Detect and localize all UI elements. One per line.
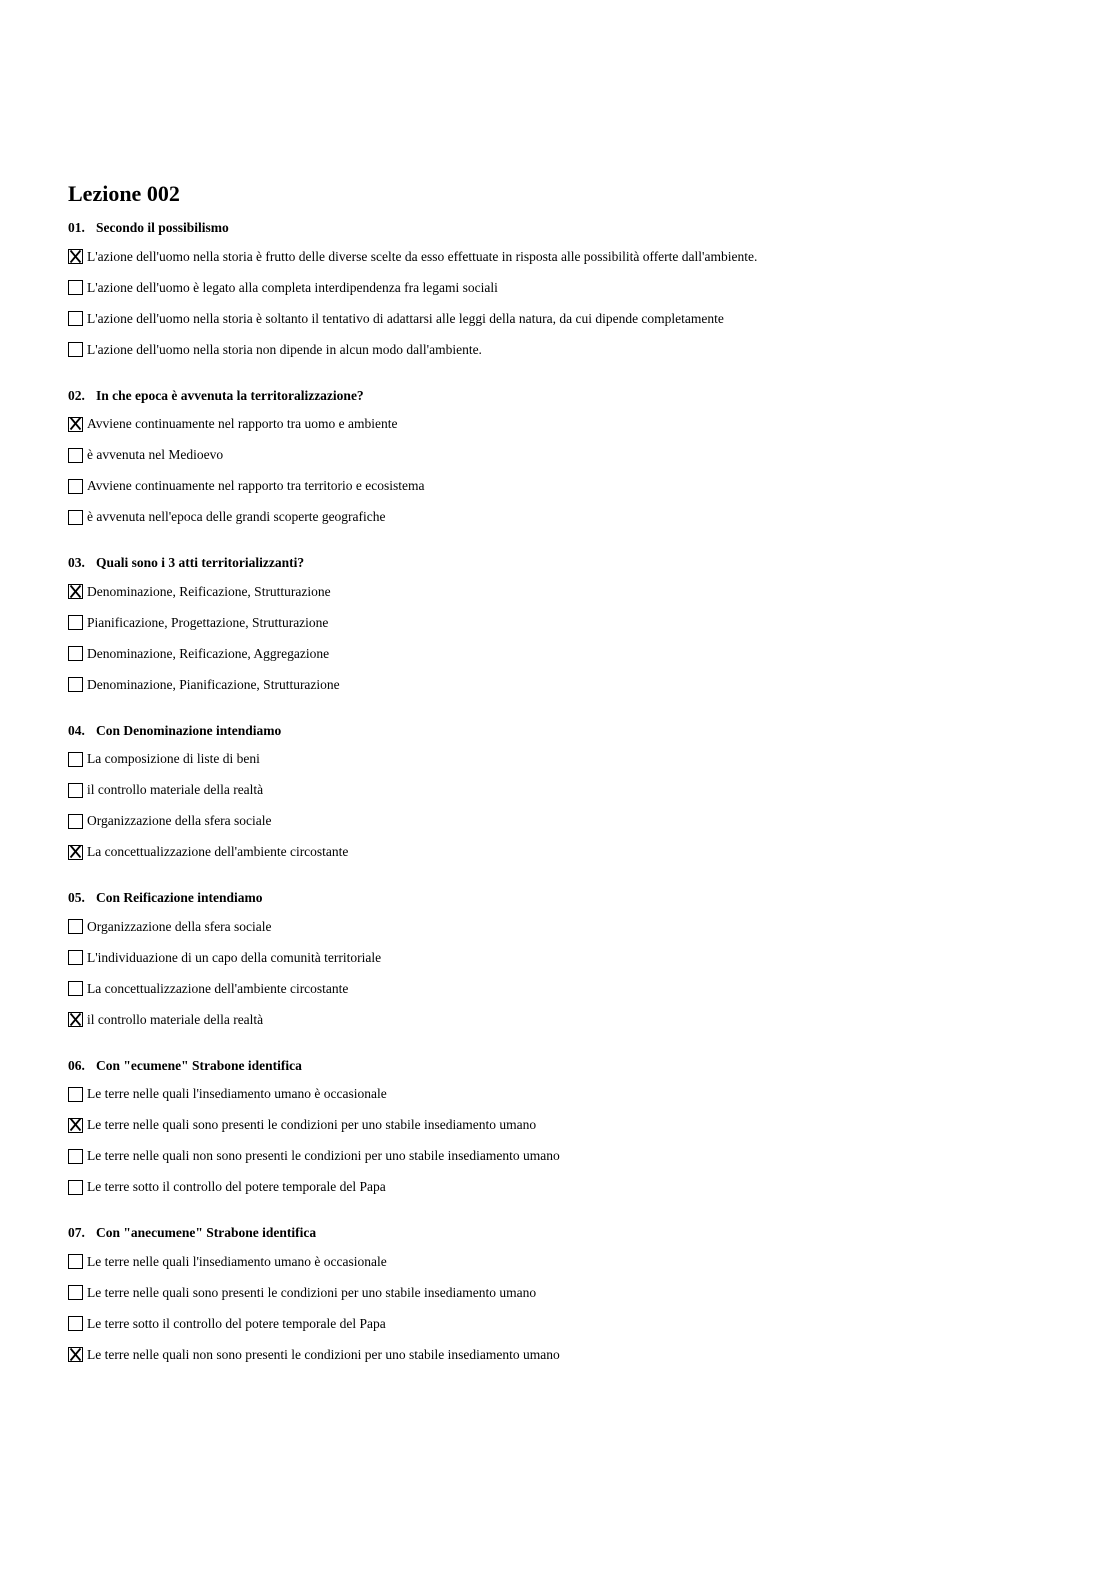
answer-text: L'azione dell'uomo nella storia è frutto delle diverse scelte da esso effettuate in risposta alle possibilità offerte dall'ambiente. [87, 248, 758, 264]
answer-list [68, 1244, 1068, 1370]
answer-option-4-2[interactable] [68, 775, 1068, 806]
question-text: Quali sono i 3 atti territorializzanti? [96, 555, 305, 570]
answer-option-5-2[interactable] [68, 942, 1068, 973]
answer-list [68, 407, 1068, 533]
question-4 [68, 720, 1068, 888]
question-heading [68, 1055, 1068, 1077]
question-6 [68, 1055, 1068, 1223]
question-text: In che epoca è avvenuta la territoralizzazione? [96, 387, 364, 403]
empty-checkbox[interactable] [68, 1087, 83, 1102]
checked-checkbox[interactable] [68, 1118, 83, 1133]
answer-option-2-1[interactable] [68, 409, 1068, 440]
answer-option-2-4[interactable] [68, 502, 1068, 533]
question-text: Secondo il possibilismo [96, 220, 229, 235]
empty-checkbox[interactable] [68, 919, 83, 934]
answer-text: La concettualizzazione dell'ambiente circostante [87, 980, 349, 996]
answer-text: Pianificazione, Progettazione, Strutturazione [87, 614, 329, 630]
answer-text: Avviene continuamente nel rapporto tra territorio e ecosistema [87, 478, 425, 493]
answer-list [68, 1077, 1068, 1203]
answer-text: Organizzazione della sfera sociale [87, 918, 272, 934]
answer-option-4-3[interactable] [68, 806, 1068, 837]
answer-list [68, 909, 1068, 1035]
answer-option-1-2[interactable] [68, 272, 1068, 303]
x-mark-icon [68, 1117, 83, 1132]
question-1 [68, 217, 1068, 385]
answer-option-4-4[interactable] [68, 837, 1068, 868]
answer-option-7-4[interactable] [68, 1339, 1068, 1370]
answer-text: Organizzazione della sfera sociale [87, 813, 272, 828]
answer-option-3-3[interactable] [68, 638, 1068, 669]
question-number: 02. [68, 387, 85, 403]
question-text: Con Reificazione intendiamo [96, 890, 263, 905]
answer-text: Le terre nelle quali non sono presenti le condizioni per uno stabile insediamento umano [87, 1148, 560, 1163]
empty-checkbox[interactable] [68, 280, 83, 295]
question-heading [68, 552, 1068, 574]
question-2 [68, 385, 1068, 553]
answer-option-7-3[interactable] [68, 1308, 1068, 1339]
question-number: 06. [68, 1057, 85, 1073]
checked-checkbox[interactable] [68, 417, 83, 432]
question-text: Con Denominazione intendiamo [96, 722, 282, 738]
answer-list [68, 239, 1068, 365]
answer-text: L'azione dell'uomo nella storia non dipende in alcun modo dall'ambiente. [87, 341, 482, 357]
question-7 [68, 1222, 1068, 1390]
answer-option-5-4[interactable] [68, 1004, 1068, 1035]
empty-checkbox[interactable] [68, 677, 83, 692]
answer-option-1-4[interactable] [68, 334, 1068, 365]
empty-checkbox[interactable] [68, 1149, 83, 1164]
question-heading [68, 887, 1068, 909]
empty-checkbox[interactable] [68, 950, 83, 965]
answer-text: Le terre sotto il controllo del potere temporale del Papa [87, 1315, 386, 1331]
answer-list [68, 574, 1068, 700]
answer-option-6-3[interactable] [68, 1141, 1068, 1172]
question-number: 01. [68, 220, 85, 235]
checked-checkbox[interactable] [68, 1347, 83, 1362]
question-5 [68, 887, 1068, 1055]
answer-text: Denominazione, Pianificazione, Strutturazione [87, 676, 340, 692]
answer-text: Le terre nelle quali l'insediamento umano è occasionale [87, 1086, 387, 1101]
question-number: 04. [68, 722, 85, 738]
answer-option-5-1[interactable] [68, 911, 1068, 942]
answer-option-3-1[interactable] [68, 576, 1068, 607]
empty-checkbox[interactable] [68, 752, 83, 767]
answer-option-5-3[interactable] [68, 973, 1068, 1004]
question-number: 07. [68, 1225, 85, 1240]
answer-text: è avvenuta nel Medioevo [87, 447, 224, 462]
x-mark-icon [68, 249, 83, 264]
lesson-title: Lezione 002 [68, 181, 180, 206]
checked-checkbox[interactable] [68, 1012, 83, 1027]
question-number: 05. [68, 890, 85, 905]
checked-checkbox[interactable] [68, 845, 83, 860]
x-mark-icon [68, 1012, 83, 1027]
answer-text: Le terre nelle quali sono presenti le condizioni per uno stabile insediamento umano [87, 1117, 537, 1132]
answer-option-6-2[interactable] [68, 1110, 1068, 1141]
x-mark-icon [68, 844, 83, 859]
answer-list [68, 742, 1068, 868]
x-mark-icon [68, 1347, 83, 1362]
empty-checkbox[interactable] [68, 1285, 83, 1300]
answer-text: Le terre nelle quali non sono presenti le condizioni per uno stabile insediamento umano [87, 1346, 560, 1362]
empty-checkbox[interactable] [68, 342, 83, 357]
empty-checkbox[interactable] [68, 1254, 83, 1269]
empty-checkbox[interactable] [68, 1180, 83, 1195]
answer-text: L'individuazione di un capo della comunità territoriale [87, 949, 382, 965]
question-heading [68, 1222, 1068, 1244]
answer-text: è avvenuta nell'epoca delle grandi scoperte geografiche [87, 509, 386, 524]
answer-text: L'azione dell'uomo nella storia è soltanto il tentativo di adattarsi alle leggi della natura, da cui dipende completamente [87, 310, 724, 326]
answer-text: La composizione di liste di beni [87, 751, 260, 766]
answer-option-6-1[interactable] [68, 1079, 1068, 1110]
question-heading [68, 385, 1068, 407]
question-3 [68, 552, 1068, 720]
answer-text: La concettualizzazione dell'ambiente circostante [87, 844, 349, 859]
answer-option-2-2[interactable] [68, 440, 1068, 471]
answer-text: il controllo materiale della realtà [87, 782, 264, 797]
question-list [68, 217, 1068, 1390]
answer-option-3-4[interactable] [68, 669, 1068, 700]
empty-checkbox[interactable] [68, 448, 83, 463]
empty-checkbox[interactable] [68, 1316, 83, 1331]
empty-checkbox[interactable] [68, 510, 83, 525]
answer-option-4-1[interactable] [68, 744, 1068, 775]
answer-text: Le terre nelle quali l'insediamento umano è occasionale [87, 1253, 387, 1269]
answer-text: Avviene continuamente nel rapporto tra uomo e ambiente [87, 416, 398, 431]
answer-text: Le terre nelle quali sono presenti le condizioni per uno stabile insediamento umano [87, 1284, 537, 1300]
answer-option-1-1[interactable] [68, 241, 1068, 272]
empty-checkbox[interactable] [68, 646, 83, 661]
answer-text: L'azione dell'uomo è legato alla completa interdipendenza fra legami sociali [87, 279, 498, 295]
question-text: Con "ecumene" Strabone identifica [96, 1057, 302, 1073]
answer-text: Denominazione, Reificazione, Aggregazione [87, 645, 330, 661]
question-text: Con "anecumene" Strabone identifica [96, 1225, 317, 1240]
answer-option-7-2[interactable] [68, 1277, 1068, 1308]
answer-text: il controllo materiale della realtà [87, 1011, 264, 1027]
answer-option-6-4[interactable] [68, 1172, 1068, 1203]
empty-checkbox[interactable] [68, 981, 83, 996]
question-heading [68, 720, 1068, 742]
answer-option-1-3[interactable] [68, 303, 1068, 334]
answer-text: Denominazione, Reificazione, Strutturazione [87, 583, 331, 599]
checked-checkbox[interactable] [68, 249, 83, 264]
x-mark-icon [68, 416, 83, 431]
x-mark-icon [68, 584, 83, 599]
answer-text: Le terre sotto il controllo del potere temporale del Papa [87, 1179, 386, 1194]
checked-checkbox[interactable] [68, 584, 83, 599]
empty-checkbox[interactable] [68, 615, 83, 630]
empty-checkbox[interactable] [68, 783, 83, 798]
question-heading [68, 217, 1068, 239]
empty-checkbox[interactable] [68, 479, 83, 494]
answer-option-3-2[interactable] [68, 607, 1068, 638]
answer-option-7-1[interactable] [68, 1246, 1068, 1277]
empty-checkbox[interactable] [68, 311, 83, 326]
empty-checkbox[interactable] [68, 814, 83, 829]
question-number: 03. [68, 555, 85, 570]
answer-option-2-3[interactable] [68, 471, 1068, 502]
